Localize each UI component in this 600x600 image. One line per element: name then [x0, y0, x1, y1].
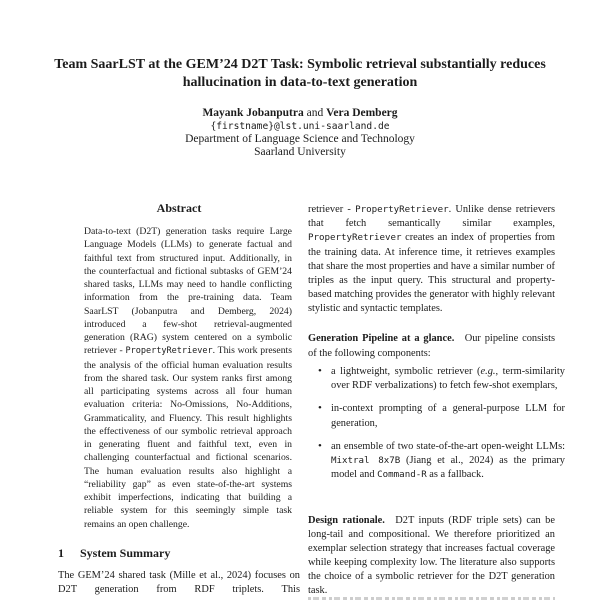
bullet-text: a lightweight, symbolic retriever (e.g., term-similarity over RDF verbalizations) to fetch few-shot exemplars, [331, 366, 565, 392]
author-conjunction: and [303, 107, 327, 119]
pipeline-paragraph: Generation Pipeline at a glance. Our pipeline consists of the following components: [308, 333, 555, 359]
continuation-paragraph: retriever - PropertyRetriever. Unlike dense retrievers that fetch semantically similar examples, PropertyRetriever creates an index of properties from the training data. At inference time, it retrieves examples that share the most properties and have a similar number of triples as the input query. This structural and property-based matching provides the generator with highly relevant stylistic and syntactic templates. [308, 204, 555, 315]
email-address: {firstname}@lst.uni-saarland.de [210, 121, 390, 132]
bullet-icon: • [318, 439, 322, 452]
section-number: 1 [58, 546, 64, 560]
abstract-body: Data-to-text (D2T) generation tasks require Large Language Models (LLMs) to generate factual and faithful text from structured input. Additionally, in the counterfactual and fictional subtasks of GEM’24 shared tasks, LLMs may need to handle conflicting information from the pre-training data. Team SaarLST (Jobanputra and Demberg, 2024) introduced a few-shot retrieval-augmented generation (RAG) system centered on a symbolic retriever - PropertyRetriever. This work presents the analysis of the official human evaluation results from the shared task. Our system ranks first among all participating systems across all four human evaluation criteria: No-Omissions, No-Additions, Grammaticality, and Fluency. This result highlights the effectiveness of our symbolic retrieval approach in generating fluent and faithful text, even in challenging counterfactual and fictional scenarios. The human evaluation results also highlight a “reliability gap” as even state-of-the-art systems exhibit imperfections, indicating that building a reliable system for this seemingly simple task remains an open challenge. [84, 226, 292, 530]
paper-title: Team SaarLST at the GEM’24 D2T Task: Symbolic retrieval substantially reduces hallucination in data-to-text generation [54, 57, 546, 90]
university: Saarland University [254, 146, 346, 158]
design-rationale-paragraph: Design rationale. D2T inputs (RDF triple sets) can be long-tail and compositional. We therefore prioritized an exemplar selection strategy that increases factual coverage while keeping complexity low. The literature also supports the choice of a symbolic retriever for the D2T generation task. [308, 515, 555, 596]
pipeline-bullet-list [308, 365, 565, 514]
bullet-item-ensemble [318, 440, 565, 483]
bullet-item-prompting [318, 402, 565, 430]
bullet-text: in-context prompting of a general-purpose LLM for generation, [331, 403, 565, 429]
abstract-heading: Abstract [156, 201, 202, 215]
bullet-text: an ensemble of two state-of-the-art open-weight LLMs: Mixtral 8x7B (Jiang et al., 2024) as the primary model and Command-R as a fallback. [331, 440, 565, 481]
department: Department of Language Science and Technology [185, 133, 415, 145]
author-line [100, 107, 500, 120]
section-1-paragraph: The GEM’24 shared task (Mille et al., 2024) focuses on D2T generation from RDF triplets. This [58, 570, 300, 595]
bullet-icon: • [318, 365, 322, 377]
author-name-1: Mayank Jobanputra [202, 107, 304, 119]
bullet-item-retriever [318, 365, 565, 393]
author-name-2: Vera Demberg [326, 107, 398, 119]
section-1-heading [58, 546, 300, 561]
bullet-icon: • [318, 402, 322, 415]
section-title: System Summary [80, 546, 171, 560]
